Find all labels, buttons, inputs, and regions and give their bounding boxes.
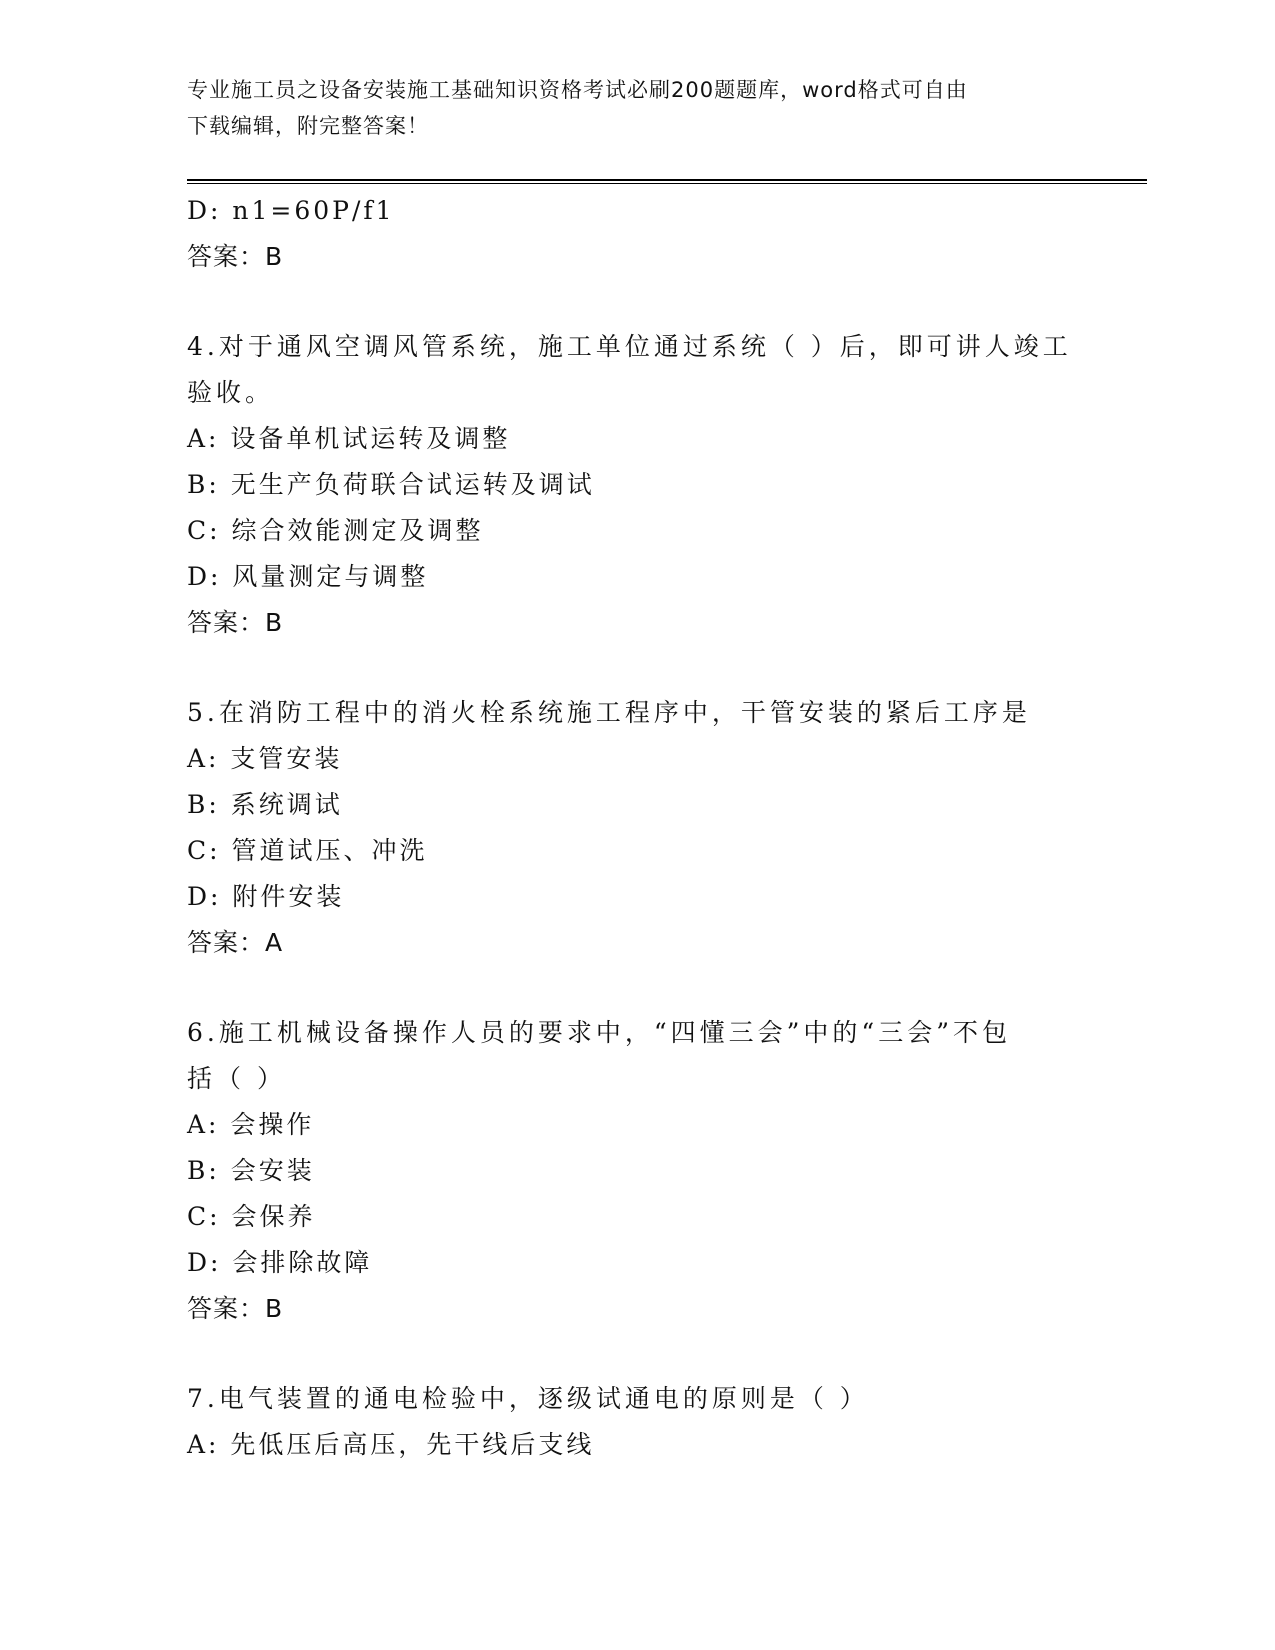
- spacer: [187, 646, 1087, 690]
- option-a: A: 先低压后高压，先干线后支线: [187, 1430, 595, 1459]
- question-text: 括（ ）: [187, 1064, 286, 1093]
- header-line-1: 专业施工员之设备安装施工基础知识资格考试必刷200题题库，word格式可自由: [187, 78, 968, 102]
- question-text: 4.对于通风空调风管系统，施工单位通过系统（ ）后，即可讲人竣工: [187, 332, 1072, 361]
- question-text: 5.在消防工程中的消火栓系统施工程序中，干管安装的紧后工序是: [187, 698, 1031, 727]
- option-b: B: 无生产负荷联合试运转及调试: [187, 470, 595, 499]
- document-header: [187, 72, 1087, 144]
- question-list: [187, 188, 1087, 1468]
- option-c: C: 综合效能测定及调整: [187, 516, 484, 545]
- header-divider-thin: [187, 183, 1147, 184]
- question-5: [187, 690, 1087, 966]
- question-7: [187, 1376, 1087, 1468]
- option-d: D: n1=60P/f1: [187, 196, 395, 225]
- option-a: A: 设备单机试运转及调整: [187, 424, 511, 453]
- question-4: [187, 324, 1087, 646]
- spacer: [187, 1332, 1087, 1376]
- answer-line: 答案：B: [187, 242, 284, 271]
- option-d: D: 风量测定与调整: [187, 562, 429, 591]
- option-d: D: 会排除故障: [187, 1248, 373, 1277]
- option-a: A: 支管安装: [187, 744, 343, 773]
- option-d: D: 附件安装: [187, 882, 345, 911]
- header-divider: [187, 179, 1147, 181]
- spacer: [187, 966, 1087, 1010]
- answer-line: 答案：A: [187, 928, 284, 957]
- header-line-2: 下载编辑，附完整答案！: [187, 114, 429, 138]
- question-text: 验收。: [187, 378, 275, 407]
- option-a: A: 会操作: [187, 1110, 315, 1139]
- question-3-tail: [187, 188, 1087, 280]
- answer-line: 答案：B: [187, 1294, 284, 1323]
- option-c: C: 会保养: [187, 1202, 316, 1231]
- question-text: 6.施工机械设备操作人员的要求中，“四懂三会”中的“三会”不包: [187, 1018, 1011, 1047]
- option-b: B: 系统调试: [187, 790, 343, 819]
- question-6: [187, 1010, 1087, 1332]
- option-b: B: 会安装: [187, 1156, 315, 1185]
- answer-line: 答案：B: [187, 608, 284, 637]
- option-c: C: 管道试压、冲洗: [187, 836, 428, 865]
- question-text: 7.电气装置的通电检验中，逐级试通电的原则是（ ）: [187, 1384, 869, 1413]
- spacer: [187, 280, 1087, 324]
